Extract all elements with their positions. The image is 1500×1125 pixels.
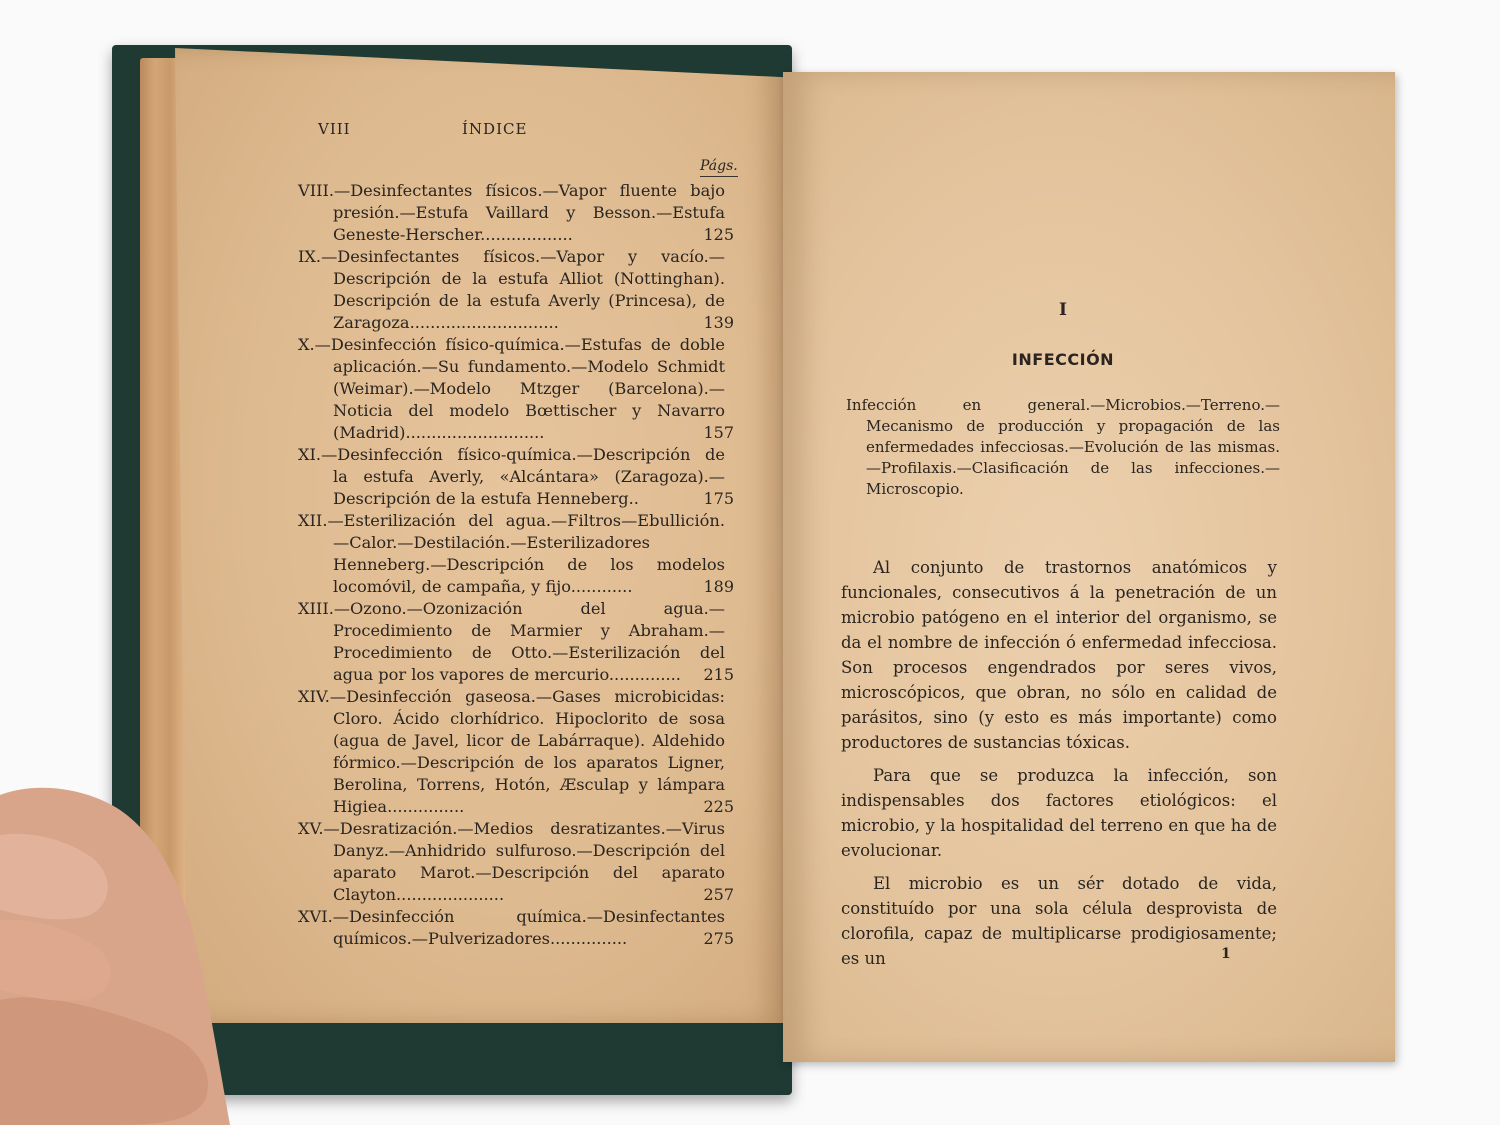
toc-entry-page: 257: [703, 885, 734, 904]
toc-entry-page: 175: [703, 489, 734, 508]
chapter-summary: Infección en general.—Microbios.—Terreno.—Mecanismo de producción y propagación de las enfermedades infecciosas.—Evolución de las mismas.—Profilaxis.—Clasificación de las infecciones.—Microscopio.: [846, 396, 1280, 498]
toc-entry-text: IX.—Desinfectantes físicos.—Vapor y vacío.—Descripción de la estufa Alliot (Nottinghan). Descripción de la estufa Averly (Princesa), de Zaragoza.............................: [298, 247, 725, 332]
toc-entry-text: XVI.—Desinfección química.—Desinfectantes químicos.—Pulverizadores...............: [298, 907, 725, 948]
toc-entry-page: 189: [703, 577, 734, 596]
toc-entry-text: X.—Desinfección físico-química.—Estufas de doble aplicación.—Su fundamento.—Modelo Schmidt (Weimar).—Modelo Mtzger (Barcelona).—Noticia del modelo Bœttischer y Navarro (Madrid)...........................: [298, 335, 725, 442]
toc-entry-page: 275: [703, 929, 734, 948]
paragraph: El microbio es un sér dotado de vida, constituído por una sola célula desprovista de clorofila, capaz de multiplicarse prodigiosamente; es un: [841, 874, 1277, 968]
toc-entry-text: VIII.—Desinfectantes físicos.—Vapor fluente bajo presión.—Estufa Vaillard y Besson.—Estufa Geneste-Herscher..................: [298, 181, 725, 244]
toc-entry-page: 215: [703, 665, 734, 684]
paragraph: Para que se produzca la infección, son indispensables dos factores etiológicos: el microbio, y la hospitalidad del terreno en que ha de evolucionar.: [841, 766, 1277, 860]
toc-entry-text: XII.—Esterilización del agua.—Filtros—Ebullición.—Calor.—Destilación.—Esterilizadores Henneberg.—Descripción de los modelos locomóvil, de campaña, y fijo............: [298, 511, 725, 596]
toc-entry-page: 125: [703, 225, 734, 244]
toc-entry-text: XIV.—Desinfección gaseosa.—Gases microbicidas: Cloro. Ácido clorhídrico. Hipoclorito de sosa (agua de Javel, licor de Labárraque). Aldehido fórmico.—Descripción de los aparatos Ligner, Berolina, Torrens, Hotón, Æsculap y lámpara Higiea...............: [298, 687, 725, 816]
toc-entry-page: 225: [703, 797, 734, 816]
toc-entry-text: XI.—Desinfección físico-química.—Descripción de la estufa Averly, «Alcántara» (Zaragoza).—Descripción de la estufa Henneberg..: [298, 445, 725, 508]
toc-entry-page: 157: [703, 423, 734, 442]
toc-entry-text: XIII.—Ozono.—Ozonización del agua.—Procedimiento de Marmier y Abraham.—Procedimiento de Otto.—Esterilización del agua por los vapores de mercurio..............: [298, 599, 725, 684]
toc-entry-page: 139: [703, 313, 734, 332]
paragraph: Al conjunto de trastornos anatómicos y funcionales, consecutivos á la penetración de un microbio patógeno en el interior del organismo, se da el nombre de infección ó enfermedad infecciosa. Son procesos engendrados por seres vivos, microscópicos, que obran, no sólo en calidad de parásitos, sino (y esto es más importante) como productores de sustancias tóxicas.: [841, 558, 1277, 752]
toc-entry-text: XV.—Desratización.—Medios desratizantes.—Virus Danyz.—Anhidrido sulfuroso.—Descripción del aparato Marot.—Descripción del aparato Clayton.....................: [298, 819, 725, 904]
page-column-label: Págs.: [700, 158, 738, 177]
chapter-number: I: [1059, 300, 1067, 320]
chapter-title: INFECCIÓN: [1011, 350, 1115, 369]
running-head-title: ÍNDICE: [462, 120, 528, 138]
page-number: 1: [1221, 946, 1231, 962]
running-head-folio: VIII: [318, 120, 351, 138]
